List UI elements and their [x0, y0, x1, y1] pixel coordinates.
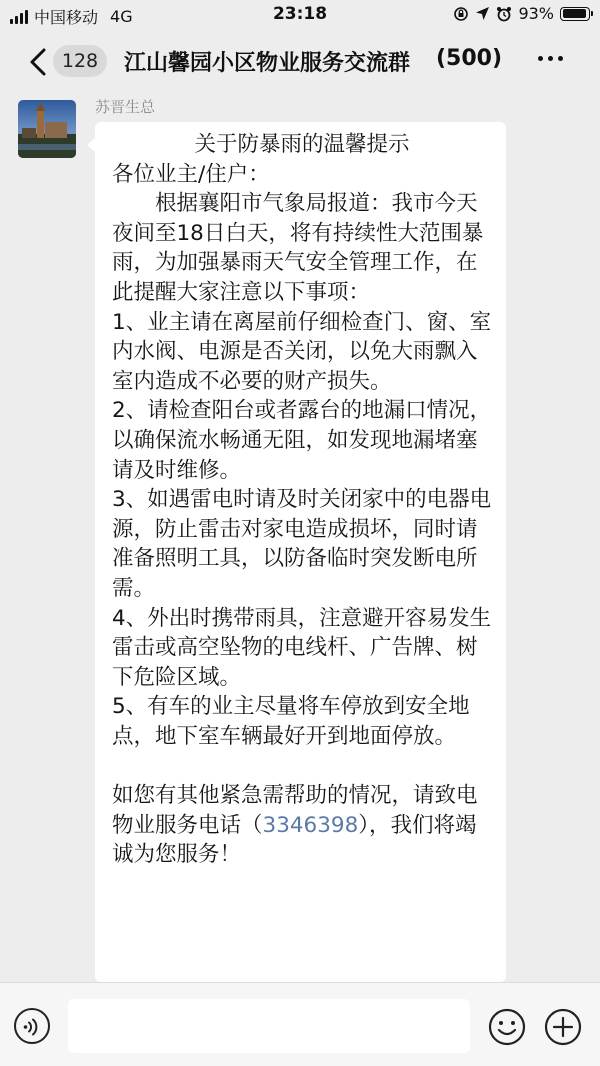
back-chevron-icon[interactable] — [26, 47, 52, 77]
more-dots-icon[interactable] — [538, 56, 563, 61]
message-body-end: ），我们将竭诚为您服务！ — [112, 812, 477, 868]
alarm-icon — [496, 6, 512, 22]
sender-name: 苏晋生总 — [95, 98, 156, 116]
status-bar — [0, 0, 600, 30]
input-bar — [0, 982, 600, 1066]
carrier-name: 中国移动 — [34, 8, 99, 27]
member-count: (500) — [436, 46, 503, 71]
voice-icon[interactable] — [14, 1008, 50, 1044]
message-text — [112, 130, 492, 870]
avatar[interactable] — [18, 100, 76, 158]
battery-icon — [560, 7, 590, 21]
emoji-icon[interactable] — [488, 1008, 526, 1046]
unread-count-badge[interactable]: 128 — [53, 45, 107, 77]
battery-percent: 93% — [518, 4, 554, 23]
rotation-lock-icon — [453, 6, 469, 22]
location-arrow-icon — [475, 6, 490, 21]
add-icon[interactable] — [544, 1008, 582, 1046]
message-bubble[interactable] — [95, 122, 506, 982]
status-time: 23:18 — [272, 4, 328, 24]
battery-fill — [563, 9, 586, 18]
chat-header — [0, 30, 600, 92]
phone-number-link[interactable]: 3346398 — [262, 812, 359, 838]
status-right — [453, 4, 590, 23]
chat-title: 江山馨园小区物业服务交流群 — [124, 51, 411, 76]
message-title: 关于防暴雨的温馨提示 — [194, 132, 410, 157]
message-input[interactable] — [68, 999, 470, 1053]
message-body: 各位业主/住户： 根据襄阳市气象局报道：我市今天夜间至18日白天，将有持续性大范围暴雨，为加强暴雨天气安全管理工作，在此提醒大家注意以下事项： 1、业主请在离屋前仔细检查门、窗、室内水阀、电源是否关闭，以免大雨飘入室内造成不必要的财产损失。 2、请检查阳台或者露台的地漏口情况，以确保流水畅通无阻，如发现地漏堵塞请及时维修。 3、如遇雷电时请及时关闭家中的电器电源，防止雷击对家电造成损坏，同时请准备照明工具，以防备临时突发断电所需。 4、外出时携带雨具，注意避开容易发生雷击或高空坠物的电线杆、广告牌、树下危险区域。 5、有车的业主尽量将车停放到安全地点，地下室车辆最好开到地面停放。 如您有其他紧急需帮助的情况，请致电物业服务电话（ — [112, 161, 492, 838]
network-type: 4G — [110, 7, 133, 26]
